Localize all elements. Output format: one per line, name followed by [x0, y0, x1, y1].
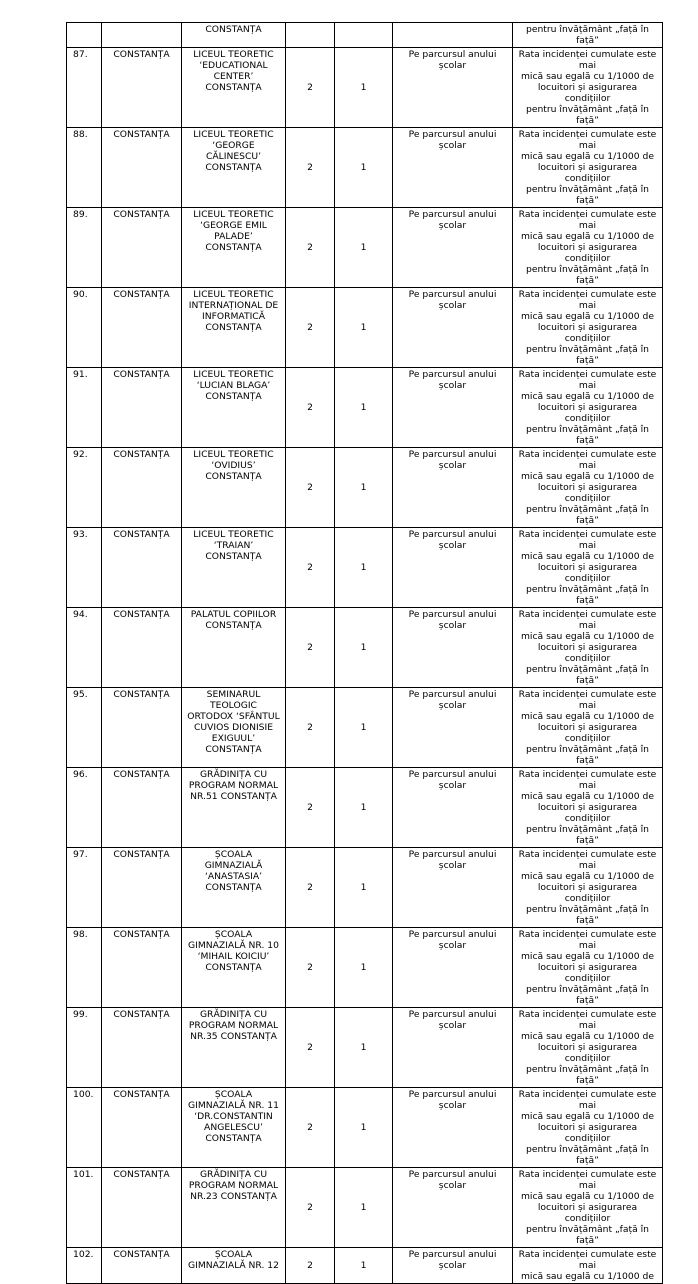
school-name-cell: [182, 448, 286, 528]
value-2-cell-text: 1: [360, 82, 367, 93]
period-cell-text: Pe parcursul anului școlar: [408, 209, 497, 231]
county-cell: [102, 848, 182, 928]
value-1-cell-text: 2: [307, 802, 313, 813]
condition-cell: [513, 368, 663, 448]
value-1-cell: [286, 1168, 335, 1248]
row-number-cell-text: 102.: [73, 1249, 94, 1260]
period-cell-text: Pe parcursul anului școlar: [408, 929, 497, 951]
county-cell-text: CONSTANȚA: [113, 49, 170, 60]
row-number-cell: [67, 928, 102, 1008]
value-2-cell-text: 1: [360, 322, 367, 333]
school-name-cell-text: LICEUL TEORETIC ‘EDUCATIONAL CENTER’ CONSTANȚA: [193, 49, 274, 93]
value-2-cell: [335, 928, 393, 1008]
row-number-cell-text: 93.: [73, 529, 88, 540]
condition-cell: [513, 928, 663, 1008]
value-1-cell: [286, 608, 335, 688]
row-number-cell: [67, 208, 102, 288]
county-cell-text: CONSTANȚA: [113, 449, 170, 460]
value-1-cell-text: 2: [307, 962, 313, 973]
value-1-cell-text: 2: [307, 562, 313, 573]
value-2-cell-text: 1: [360, 482, 367, 493]
county-cell: [102, 208, 182, 288]
table-row: [67, 1088, 663, 1168]
school-name-cell: [182, 528, 286, 608]
value-2-cell-text: 1: [360, 162, 367, 173]
condition-cell-text: Rata incidenței cumulate este mai mică sau egală cu 1/1000 de locuitori și asigurarea condițiilor pentru învățământ „față în față”: [518, 129, 657, 206]
value-2-cell-text: 1: [360, 1042, 367, 1053]
value-1-cell: [286, 1248, 335, 1284]
row-number-cell-text: 91.: [73, 369, 88, 380]
value-2-cell: [335, 23, 393, 48]
county-cell-text: CONSTANȚA: [113, 289, 170, 300]
value-2-cell-text: 1: [360, 642, 367, 653]
value-2-cell-text: 1: [360, 962, 367, 973]
row-number-cell: [67, 1008, 102, 1088]
schools-table: [66, 22, 663, 1284]
county-cell: [102, 688, 182, 768]
condition-cell: [513, 448, 663, 528]
period-cell-text: Pe parcursul anului școlar: [408, 369, 497, 391]
school-name-cell: [182, 128, 286, 208]
value-2-cell-text: 1: [360, 402, 367, 413]
county-cell: [102, 48, 182, 128]
county-cell: [102, 928, 182, 1008]
value-1-cell: [286, 208, 335, 288]
county-cell: [102, 528, 182, 608]
value-1-cell-text: 2: [307, 642, 313, 653]
county-cell-text: CONSTANȚA: [113, 769, 170, 780]
county-cell-text: CONSTANȚA: [113, 1249, 170, 1260]
value-1-cell-text: 2: [307, 482, 313, 493]
value-1-cell-text: 2: [307, 242, 313, 253]
value-1-cell-text: 2: [307, 162, 313, 173]
value-2-cell-text: 1: [360, 802, 367, 813]
value-2-cell-text: 1: [360, 562, 367, 573]
condition-cell: [513, 528, 663, 608]
value-2-cell-text: 1: [360, 722, 367, 733]
table-row: [67, 528, 663, 608]
value-1-cell: [286, 688, 335, 768]
period-cell-text: Pe parcursul anului școlar: [408, 1169, 497, 1191]
row-number-cell-text: 96.: [73, 769, 88, 780]
row-number-cell-text: 92.: [73, 449, 88, 460]
row-number-cell-text: 87.: [73, 49, 88, 60]
row-number-cell: [67, 48, 102, 128]
condition-cell-text: Rata incidenței cumulate este mai mică sau egală cu 1/1000 de locuitori și asigurarea condițiilor pentru învățământ „față în față”: [518, 289, 657, 366]
value-1-cell-text: 2: [307, 402, 313, 413]
condition-cell: [513, 48, 663, 128]
school-name-cell: [182, 1168, 286, 1248]
county-cell: [102, 1168, 182, 1248]
school-name-cell-text: ȘCOALA GIMNAZIALĂ NR. 11 ‘DR.CONSTANTIN ANGELESCU’ CONSTANȚA: [188, 1089, 279, 1144]
table-row: [67, 23, 663, 48]
period-cell-text: Pe parcursul anului școlar: [408, 289, 497, 311]
value-1-cell: [286, 23, 335, 48]
condition-cell-text: Rata incidenței cumulate este mai mică sau egală cu 1/1000 de locuitori și asigurarea condițiilor pentru învățământ „față în față”: [518, 769, 657, 846]
county-cell-text: CONSTANȚA: [113, 1009, 170, 1020]
school-name-cell-text: GRĂDINIȚA CU PROGRAM NORMAL NR.23 CONSTANȚA: [188, 1169, 279, 1202]
county-cell: [102, 608, 182, 688]
county-cell-text: CONSTANȚA: [113, 929, 170, 940]
row-number-cell: [67, 128, 102, 208]
condition-cell-text: Rata incidenței cumulate este mai mică sau egală cu 1/1000 de locuitori și asigurarea condițiilor pentru învățământ „față în față”: [518, 609, 657, 686]
school-name-cell: [182, 208, 286, 288]
county-cell: [102, 128, 182, 208]
school-name-cell: [182, 368, 286, 448]
county-cell: [102, 23, 182, 48]
period-cell: [393, 208, 513, 288]
condition-cell-text: Rata incidenței cumulate este mai mică sau egală cu 1/1000 de locuitori și asigurarea condițiilor pentru învățământ „față în față”: [518, 929, 657, 1006]
period-cell: [393, 1248, 513, 1284]
condition-cell: [513, 1008, 663, 1088]
school-name-cell: [182, 928, 286, 1008]
condition-cell: [513, 608, 663, 688]
value-2-cell: [335, 768, 393, 848]
county-cell: [102, 448, 182, 528]
period-cell: [393, 1168, 513, 1248]
school-name-cell-text: LICEUL TEORETIC INTERNAȚIONAL DE INFORMATICĂ CONSTANȚA: [188, 289, 279, 333]
period-cell: [393, 23, 513, 48]
row-number-cell-text: 95.: [73, 689, 88, 700]
period-cell: [393, 1008, 513, 1088]
row-number-cell-text: 98.: [73, 929, 88, 940]
value-1-cell: [286, 288, 335, 368]
condition-cell: [513, 23, 663, 48]
period-cell-text: Pe parcursul anului școlar: [408, 609, 497, 631]
value-2-cell-text: 1: [360, 1122, 367, 1133]
value-1-cell: [286, 768, 335, 848]
condition-cell-text: Rata incidenței cumulate este mai mică sau egală cu 1/1000 de locuitori și asigurarea condițiilor pentru învățământ „față în față”: [518, 1169, 657, 1246]
value-2-cell: [335, 1088, 393, 1168]
county-cell: [102, 288, 182, 368]
row-number-cell: [67, 1088, 102, 1168]
condition-cell: [513, 128, 663, 208]
value-1-cell: [286, 848, 335, 928]
value-2-cell: [335, 528, 393, 608]
school-name-cell-text: ȘCOALA GIMNAZIALĂ NR. 12: [188, 1249, 279, 1271]
county-cell-text: CONSTANȚA: [113, 129, 170, 140]
period-cell: [393, 48, 513, 128]
row-number-cell: [67, 848, 102, 928]
table-row: [67, 448, 663, 528]
school-name-cell: [182, 608, 286, 688]
condition-cell-text: Rata incidenței cumulate este mai mică sau egală cu 1/1000 de locuitori și asigurarea condițiilor pentru învățământ „față în față”: [518, 49, 657, 126]
row-number-cell-text: 99.: [73, 1009, 88, 1020]
county-cell: [102, 1008, 182, 1088]
value-1-cell-text: 2: [307, 722, 313, 733]
condition-cell-text: Rata incidenței cumulate este mai mică sau egală cu 1/1000 de: [518, 1249, 657, 1282]
value-1-cell-text: 2: [307, 1202, 313, 1213]
condition-cell: [513, 768, 663, 848]
period-cell: [393, 448, 513, 528]
row-number-cell-text: 90.: [73, 289, 88, 300]
value-2-cell: [335, 48, 393, 128]
row-number-cell-text: 100.: [73, 1089, 94, 1100]
value-1-cell-text: 2: [307, 1042, 313, 1053]
period-cell-text: Pe parcursul anului școlar: [408, 849, 497, 871]
school-name-cell-text: ȘCOALA GIMNAZIALĂ ‘ANASTASIA’ CONSTANȚA: [204, 849, 263, 893]
county-cell-text: CONSTANȚA: [113, 689, 170, 700]
row-number-cell-text: 88.: [73, 129, 88, 140]
condition-cell-text: Rata incidenței cumulate este mai mică sau egală cu 1/1000 de locuitori și asigurarea condițiilor pentru învățământ „față în față”: [518, 209, 657, 286]
school-name-cell: [182, 1088, 286, 1168]
table-row: [67, 688, 663, 768]
school-name-cell-text: SEMINARUL TEOLOGIC ORTODOX ‘SFÂNTUL CUVIOS DIONISIE EXIGUUL’ CONSTANȚA: [187, 689, 280, 755]
row-number-cell: [67, 1248, 102, 1284]
table-row: [67, 1248, 663, 1284]
row-number-cell: [67, 448, 102, 528]
school-name-cell: [182, 768, 286, 848]
condition-cell-text: pentru învățământ „față în față”: [525, 24, 650, 46]
school-name-cell-text: CONSTANȚA: [205, 24, 262, 35]
value-1-cell-text: 2: [307, 1122, 313, 1133]
school-name-cell: [182, 688, 286, 768]
school-name-cell-text: LICEUL TEORETIC ‘LUCIAN BLAGA’ CONSTANȚA: [193, 369, 274, 402]
period-cell: [393, 1088, 513, 1168]
period-cell-text: Pe parcursul anului școlar: [408, 49, 497, 71]
table-row: [67, 1168, 663, 1248]
condition-cell: [513, 1168, 663, 1248]
school-name-cell-text: LICEUL TEORETIC ‘GEORGE CĂLINESCU’ CONSTANȚA: [193, 129, 274, 173]
value-1-cell: [286, 448, 335, 528]
county-cell-text: CONSTANȚA: [113, 609, 170, 620]
county-cell: [102, 368, 182, 448]
condition-cell-text: Rata incidenței cumulate este mai mică sau egală cu 1/1000 de locuitori și asigurarea condițiilor pentru învățământ „față în față”: [518, 369, 657, 446]
school-name-cell-text: LICEUL TEORETIC ‘TRAIAN’ CONSTANȚA: [193, 529, 274, 562]
condition-cell-text: Rata incidenței cumulate este mai mică sau egală cu 1/1000 de locuitori și asigurarea condițiilor pentru învățământ „față în față”: [518, 449, 657, 526]
row-number-cell: [67, 528, 102, 608]
value-2-cell: [335, 848, 393, 928]
value-2-cell: [335, 448, 393, 528]
table-row: [67, 368, 663, 448]
row-number-cell: [67, 1168, 102, 1248]
value-1-cell-text: 2: [307, 322, 313, 333]
county-cell: [102, 1248, 182, 1284]
row-number-cell: [67, 368, 102, 448]
county-cell-text: CONSTANȚA: [113, 209, 170, 220]
county-cell-text: CONSTANȚA: [113, 1169, 170, 1180]
row-number-cell: [67, 288, 102, 368]
table-row: [67, 288, 663, 368]
school-name-cell: [182, 288, 286, 368]
condition-cell: [513, 1088, 663, 1168]
school-name-cell: [182, 1008, 286, 1088]
value-1-cell: [286, 368, 335, 448]
condition-cell-text: Rata incidenței cumulate este mai mică sau egală cu 1/1000 de locuitori și asigurarea condițiilor pentru învățământ „față în față”: [518, 1089, 657, 1166]
value-2-cell: [335, 688, 393, 768]
value-1-cell-text: 2: [307, 82, 313, 93]
period-cell: [393, 768, 513, 848]
value-1-cell: [286, 928, 335, 1008]
county-cell: [102, 768, 182, 848]
table-row: [67, 208, 663, 288]
period-cell: [393, 928, 513, 1008]
value-1-cell: [286, 128, 335, 208]
table-row: [67, 608, 663, 688]
county-cell-text: CONSTANȚA: [113, 369, 170, 380]
table-row: [67, 48, 663, 128]
value-2-cell: [335, 208, 393, 288]
condition-cell: [513, 1248, 663, 1284]
period-cell-text: Pe parcursul anului școlar: [408, 1089, 497, 1111]
county-cell-text: CONSTANȚA: [113, 1089, 170, 1100]
school-name-cell-text: ȘCOALA GIMNAZIALĂ NR. 10 ‘MIHAIL KOICIU’ CONSTANȚA: [188, 929, 279, 973]
school-name-cell-text: GRĂDINIȚA CU PROGRAM NORMAL NR.35 CONSTANȚA: [188, 1009, 279, 1042]
row-number-cell: [67, 608, 102, 688]
value-2-cell: [335, 288, 393, 368]
period-cell-text: Pe parcursul anului școlar: [408, 129, 497, 151]
period-cell: [393, 688, 513, 768]
school-name-cell: [182, 48, 286, 128]
row-number-cell-text: 101.: [73, 1169, 94, 1180]
period-cell-text: Pe parcursul anului școlar: [408, 529, 497, 551]
value-1-cell: [286, 1008, 335, 1088]
period-cell: [393, 128, 513, 208]
value-1-cell-text: 2: [307, 882, 313, 893]
value-1-cell-text: 2: [307, 1260, 313, 1271]
period-cell-text: Pe parcursul anului școlar: [408, 689, 497, 711]
period-cell: [393, 288, 513, 368]
county-cell: [102, 1088, 182, 1168]
condition-cell: [513, 848, 663, 928]
table-row: [67, 768, 663, 848]
table-row: [67, 128, 663, 208]
period-cell: [393, 528, 513, 608]
value-2-cell: [335, 608, 393, 688]
row-number-cell-text: 97.: [73, 849, 88, 860]
value-1-cell: [286, 528, 335, 608]
condition-cell: [513, 288, 663, 368]
period-cell: [393, 848, 513, 928]
value-1-cell: [286, 1088, 335, 1168]
school-name-cell: [182, 848, 286, 928]
county-cell-text: CONSTANȚA: [113, 529, 170, 540]
row-number-cell-text: 94.: [73, 609, 88, 620]
condition-cell-text: Rata incidenței cumulate este mai mică sau egală cu 1/1000 de locuitori și asigurarea condițiilor pentru învățământ „față în față”: [518, 529, 657, 606]
period-cell-text: Pe parcursul anului școlar: [408, 1249, 497, 1271]
condition-cell-text: Rata incidenței cumulate este mai mică sau egală cu 1/1000 de locuitori și asigurarea condițiilor pentru învățământ „față în față”: [518, 1009, 657, 1086]
school-name-cell-text: LICEUL TEORETIC ‘GEORGE EMIL PALADE’ CONSTANȚA: [193, 209, 274, 253]
value-2-cell: [335, 128, 393, 208]
period-cell-text: Pe parcursul anului școlar: [408, 1009, 497, 1031]
value-2-cell: [335, 368, 393, 448]
condition-cell: [513, 208, 663, 288]
value-2-cell-text: 1: [360, 1202, 367, 1213]
school-name-cell: [182, 1248, 286, 1284]
school-name-cell: [182, 23, 286, 48]
value-1-cell: [286, 48, 335, 128]
condition-cell-text: Rata incidenței cumulate este mai mică sau egală cu 1/1000 de locuitori și asigurarea condițiilor pentru învățământ „față în față”: [518, 849, 657, 926]
row-number-cell-text: 89.: [73, 209, 88, 220]
row-number-cell: [67, 768, 102, 848]
school-name-cell-text: PALATUL COPIILOR CONSTANȚA: [190, 609, 277, 631]
value-2-cell: [335, 1168, 393, 1248]
table-row: [67, 1008, 663, 1088]
period-cell-text: Pe parcursul anului școlar: [408, 769, 497, 791]
table-body: [67, 23, 663, 1284]
school-name-cell-text: LICEUL TEORETIC ‘OVIDIUS’ CONSTANȚA: [193, 449, 274, 482]
period-cell: [393, 368, 513, 448]
row-number-cell: [67, 688, 102, 768]
school-name-cell-text: GRĂDINIȚA CU PROGRAM NORMAL NR.51 CONSTANȚA: [188, 769, 279, 802]
value-2-cell: [335, 1008, 393, 1088]
value-2-cell-text: 1: [360, 882, 367, 893]
row-number-cell: [67, 23, 102, 48]
value-2-cell-text: 1: [360, 1260, 367, 1271]
condition-cell: [513, 688, 663, 768]
table-row: [67, 848, 663, 928]
county-cell-text: CONSTANȚA: [113, 849, 170, 860]
value-2-cell-text: 1: [360, 242, 367, 253]
value-2-cell: [335, 1248, 393, 1284]
period-cell-text: Pe parcursul anului școlar: [408, 449, 497, 471]
condition-cell-text: Rata incidenței cumulate este mai mică sau egală cu 1/1000 de locuitori și asigurarea condițiilor pentru învățământ „față în față”: [518, 689, 657, 766]
table-row: [67, 928, 663, 1008]
period-cell: [393, 608, 513, 688]
